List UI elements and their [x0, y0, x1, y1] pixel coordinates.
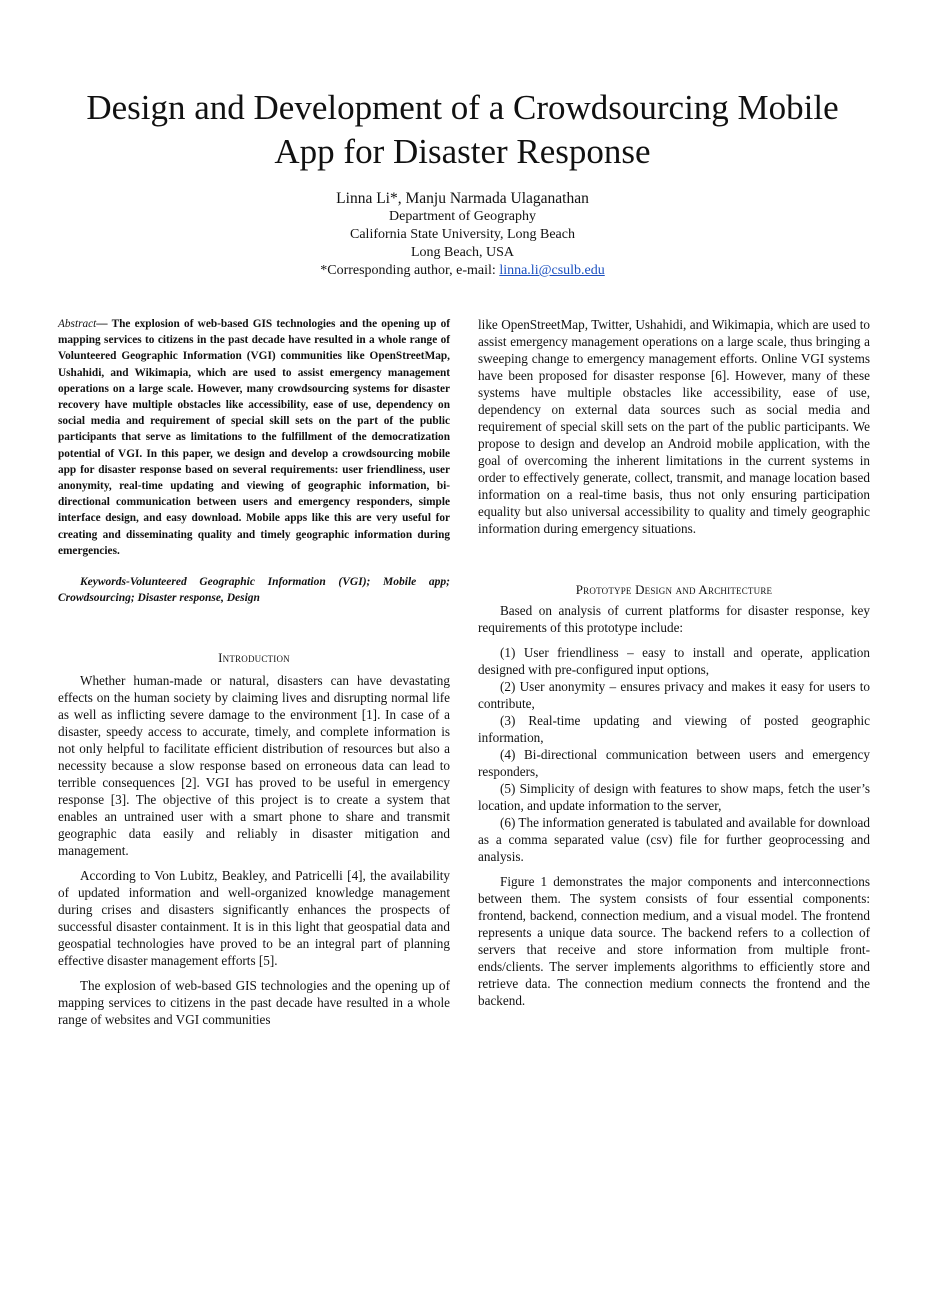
intro-heading: Introduction — [218, 650, 290, 666]
requirement-item-3: (3) Real-time updating and viewing of posted geographic information, — [478, 713, 870, 745]
requirements-list — [478, 644, 870, 865]
keywords: Keywords-Volunteered Geographic Information (VGI); Mobile app; Crowdsourcing; Disaster response, Design — [58, 576, 450, 605]
requirement-item-6: (6) The information generated is tabulated and available for download as a comma separated value (csv) file for further geoprocessing and analysis. — [478, 815, 870, 864]
author-university: California State University, Long Beach — [350, 227, 575, 242]
paper-title — [0, 86, 925, 174]
abstract — [58, 316, 450, 559]
author-names: Linna Li*, Manju Narmada Ulaganathan — [336, 190, 589, 207]
requirement-item-2: (2) User anonymity – ensures privacy and makes it easy for users to contribute, — [478, 679, 870, 711]
intro-paragraph-3-continued: like OpenStreetMap, Twitter, Ushahidi, and Wikimapia, which are used to assist emergency management operations on a large scale, thus bringing a sweeping change to emergency management efforts. Online VGI systems have been proposed for disaster response [6]. However, many of these systems have multiple obstacles like accessibility, ease of use, dependency on external data sources such as social media and requirement of special skill sets on the part of the public participants. We propose to design and develop an Android mobile application, with the goal of overcoming the inherent limitations in the current systems in order to effectively generate, collect, transmit, and manage location based information on a real-time basis, thus not only ensuring participation equality but also universal accessibility to quality and timely geographic information during emergency situations. — [478, 317, 870, 536]
abstract-text: — The explosion of web-based GIS technologies and the opening up of mapping services to citizens in the past decade have resulted in a whole range of Volunteered Geographic Information (VGI) communities like OpenStreetMap, Ushahidi, and Wikimapia, which are used to assist emergency management operations on a large scale. However, many crowdsourcing systems for disaster recovery have multiple obstacles like accessibility, ease of use, dependency on social media and requirement of special skill sets on the part of the public participants that serve as limitations to the fulfillment of the democratization potential of VGI. In this paper, we design and develop a crowdsourcing mobile app for disaster response based on several requirements: user friendliness, user anonymity, real-time updating and viewing of geographic information, bi-directional communication between users and emergency responders, simple interface design, and easy download. Mobile apps like this are very useful for creating and disseminating quality and timely geographic information during emergencies. — [58, 318, 450, 557]
abstract-label: Abstract — [58, 318, 97, 330]
intro-paragraph-1: Whether human-made or natural, disasters can have devastating effects on the human society by claiming lives and disrupting normal life as well as inflicting severe damage to the environment [1]. In case of a disaster, speedy access to accurate, timely, and complete information is not only helpful to facilitate efficient distribution of resources but also a necessity because a slow response based on erroneous data can lead to terrible consequences [2]. VGI has proved to be useful in emergency response [3]. The objective of this project is to create a system that enables an untrained user with a smart phone to share and transmit geographic data easily and reliably in disaster mitigation and management. — [58, 673, 450, 859]
corresponding-author — [0, 262, 925, 280]
author-block — [0, 190, 925, 280]
prototype-intro: Based on analysis of current platforms for disaster response, key requirements of this prototype include: — [478, 603, 870, 635]
requirement-item-4: (4) Bi-directional communication between users and emergency responders, — [478, 747, 870, 779]
intro-paragraph-3: The explosion of web-based GIS technologies and the opening up of mapping services to citizens in the past decade have resulted in a whole range of websites and VGI communities — [58, 978, 450, 1028]
right-column — [478, 316, 870, 1009]
requirement-item-5: (5) Simplicity of design with features to show maps, fetch the user’s location, and update information to the server, — [478, 781, 870, 813]
intro-paragraph-2: According to Von Lubitz, Beakley, and Patricelli [4], the availability of updated information and well-organized knowledge management during crises and disasters significantly enhances the prospects of successful disaster containment. It is in this light that geospatial data and geospatial technologies have proved to be an integral part of planning effective disaster management efforts [5]. — [58, 868, 450, 969]
author-department: Department of Geography — [389, 209, 536, 224]
prototype-heading: Prototype Design and Architecture — [575, 582, 773, 597]
author-location: Long Beach, USA — [410, 245, 515, 260]
left-column — [58, 316, 450, 1028]
corresponding-prefix: *Corresponding author, e-mail: — [320, 263, 500, 278]
author-email-link[interactable]: linna.li@csulb.edu — [499, 263, 605, 278]
title-line-2: App for Disaster Response — [274, 132, 651, 171]
requirement-item-1: (1) User friendliness – easy to install and operate, application designed with pre-configured input options, — [478, 645, 870, 677]
title-line-1: Design and Development of a Crowdsourcing Mobile — [86, 88, 839, 127]
figure-description-paragraph: Figure 1 demonstrates the major components and interconnections between them. The system consists of four essential components: frontend, backend, connection medium, and a visual model. The frontend represents a unique data source. The backend refers to a collection of servers that receive and store information from multiple front-ends/clients. The server implements algorithms to efficiently store and retrieve data. The connection medium connects the frontend and the backend. — [478, 874, 870, 1008]
